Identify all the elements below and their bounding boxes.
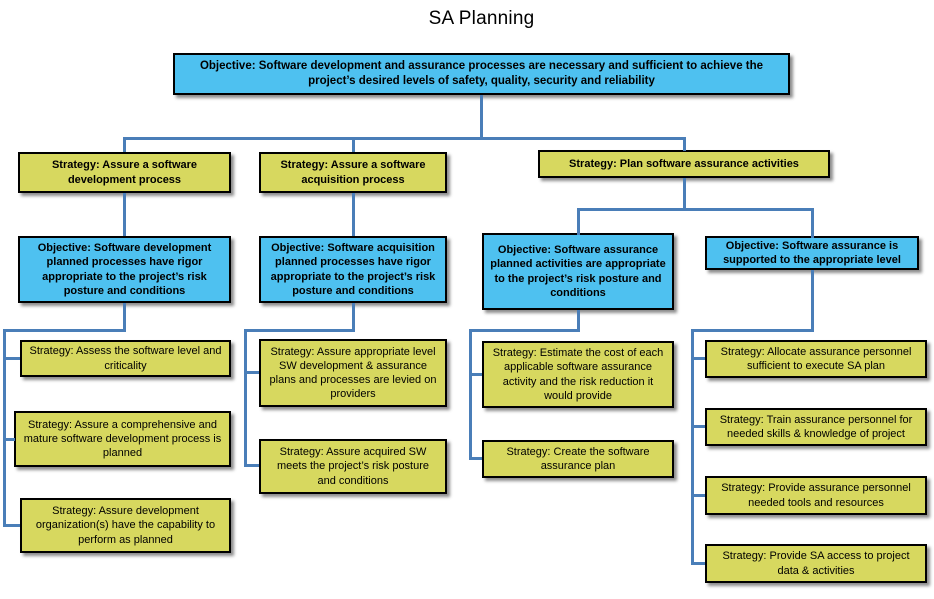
strategy-box-plan-sa-activities bbox=[538, 150, 830, 178]
leaf-strategy-assess-level bbox=[20, 340, 231, 377]
connector-line bbox=[352, 137, 355, 152]
connector-line bbox=[123, 137, 126, 152]
diagram-title: SA Planning bbox=[428, 8, 535, 29]
connector-line bbox=[3, 524, 20, 527]
connector-line bbox=[691, 562, 705, 565]
leaf-text: Strategy: Assure a comprehensive and mature software development process is planned bbox=[23, 418, 222, 460]
connector-line bbox=[123, 303, 126, 332]
leaf-strategy-train-personnel bbox=[705, 408, 927, 446]
leaf-text: Strategy: Assure appropriate level SW development & assurance plans and processes are levied on providers bbox=[269, 345, 437, 401]
connector-line bbox=[811, 270, 814, 332]
connector-line bbox=[244, 329, 247, 466]
connector-line bbox=[3, 438, 15, 441]
leaf-text: Strategy: Provide assurance personnel needed tools and resources bbox=[721, 482, 911, 509]
leaf-strategy-sa-access bbox=[705, 544, 927, 583]
connector-line bbox=[691, 425, 705, 428]
strategy-text: Strategy: Assure a software acquisition process bbox=[280, 159, 426, 186]
connector-line bbox=[352, 303, 355, 332]
connector-line bbox=[244, 371, 259, 374]
connector-line bbox=[469, 329, 580, 332]
connector-line bbox=[469, 457, 482, 460]
leaf-text: Strategy: Train assurance personnel for needed skills & knowledge of project bbox=[719, 413, 913, 440]
leaf-strategy-acquired-sw bbox=[259, 439, 447, 494]
connector-line bbox=[469, 373, 482, 376]
leaf-text: Strategy: Estimate the cost of each applicable software assurance activity and the risk reduction it would provide bbox=[492, 347, 664, 402]
leaf-text: Strategy: Assess the software level and criticality bbox=[29, 345, 222, 372]
connector-line bbox=[244, 464, 259, 467]
connector-line bbox=[123, 193, 126, 236]
connector-line bbox=[577, 208, 580, 235]
objective-box-development bbox=[18, 236, 231, 303]
connector-line bbox=[123, 137, 686, 140]
leaf-text: Strategy: Assure development organization(s) have the capability to perform as planned bbox=[35, 505, 216, 546]
leaf-text: Strategy: Create the software assurance plan bbox=[506, 445, 650, 472]
leaf-strategy-estimate-cost bbox=[482, 341, 674, 408]
objective-text: Objective: Software acquisition planned processes have rigor appropriate to the project’s risk posture and conditions bbox=[270, 242, 436, 297]
leaf-text: Strategy: Provide SA access to project data & activities bbox=[722, 550, 910, 577]
connector-line bbox=[352, 193, 355, 236]
leaf-strategy-mature-process bbox=[14, 411, 231, 467]
connector-line bbox=[691, 357, 705, 360]
connector-line bbox=[244, 329, 355, 332]
leaf-strategy-create-plan bbox=[482, 440, 674, 478]
strategy-box-acquisition bbox=[259, 152, 447, 193]
strategy-text: Strategy: Assure a software development process bbox=[51, 159, 198, 186]
connector-line bbox=[683, 178, 686, 211]
objective-box-sa-activities bbox=[482, 233, 674, 310]
connector-line bbox=[577, 208, 814, 211]
connector-line bbox=[3, 357, 20, 360]
connector-line bbox=[480, 95, 483, 140]
connector-line bbox=[691, 494, 705, 497]
connector-line bbox=[3, 329, 126, 332]
objective-box-sa-support bbox=[705, 236, 919, 270]
leaf-strategy-tools-resources bbox=[705, 476, 927, 515]
leaf-text: Strategy: Assure acquired SW meets the project’s risk posture and conditions bbox=[276, 446, 430, 487]
objective-box-acquisition bbox=[259, 236, 447, 303]
connector-line bbox=[469, 329, 472, 459]
strategy-box-development bbox=[18, 152, 231, 193]
objective-text: Objective: Software assurance is supported to the appropriate level bbox=[723, 239, 901, 266]
connector-line bbox=[683, 137, 686, 151]
connector-line bbox=[691, 329, 694, 565]
leaf-strategy-allocate-personnel bbox=[705, 340, 927, 378]
objective-text: Objective: Software development planned processes have rigor appropriate to the project’s risk posture and conditions bbox=[37, 242, 212, 297]
objective-text: Objective: Software assurance planned activities are appropriate to the project’s risk posture and conditions bbox=[490, 244, 666, 299]
connector-line bbox=[811, 208, 814, 238]
connector-line bbox=[691, 329, 814, 332]
leaf-strategy-org-capability bbox=[20, 498, 231, 553]
strategy-text: Strategy: Plan software assurance activities bbox=[569, 157, 799, 170]
root-objective-box bbox=[173, 53, 790, 95]
root-objective-text: Objective: Software development and assurance processes are necessary and sufficient to achieve the project’s desired levels of safety, quality, security and reliability bbox=[199, 60, 764, 87]
leaf-strategy-levied-on-providers bbox=[259, 339, 447, 407]
leaf-text: Strategy: Allocate assurance personnel sufficient to execute SA plan bbox=[720, 345, 912, 372]
